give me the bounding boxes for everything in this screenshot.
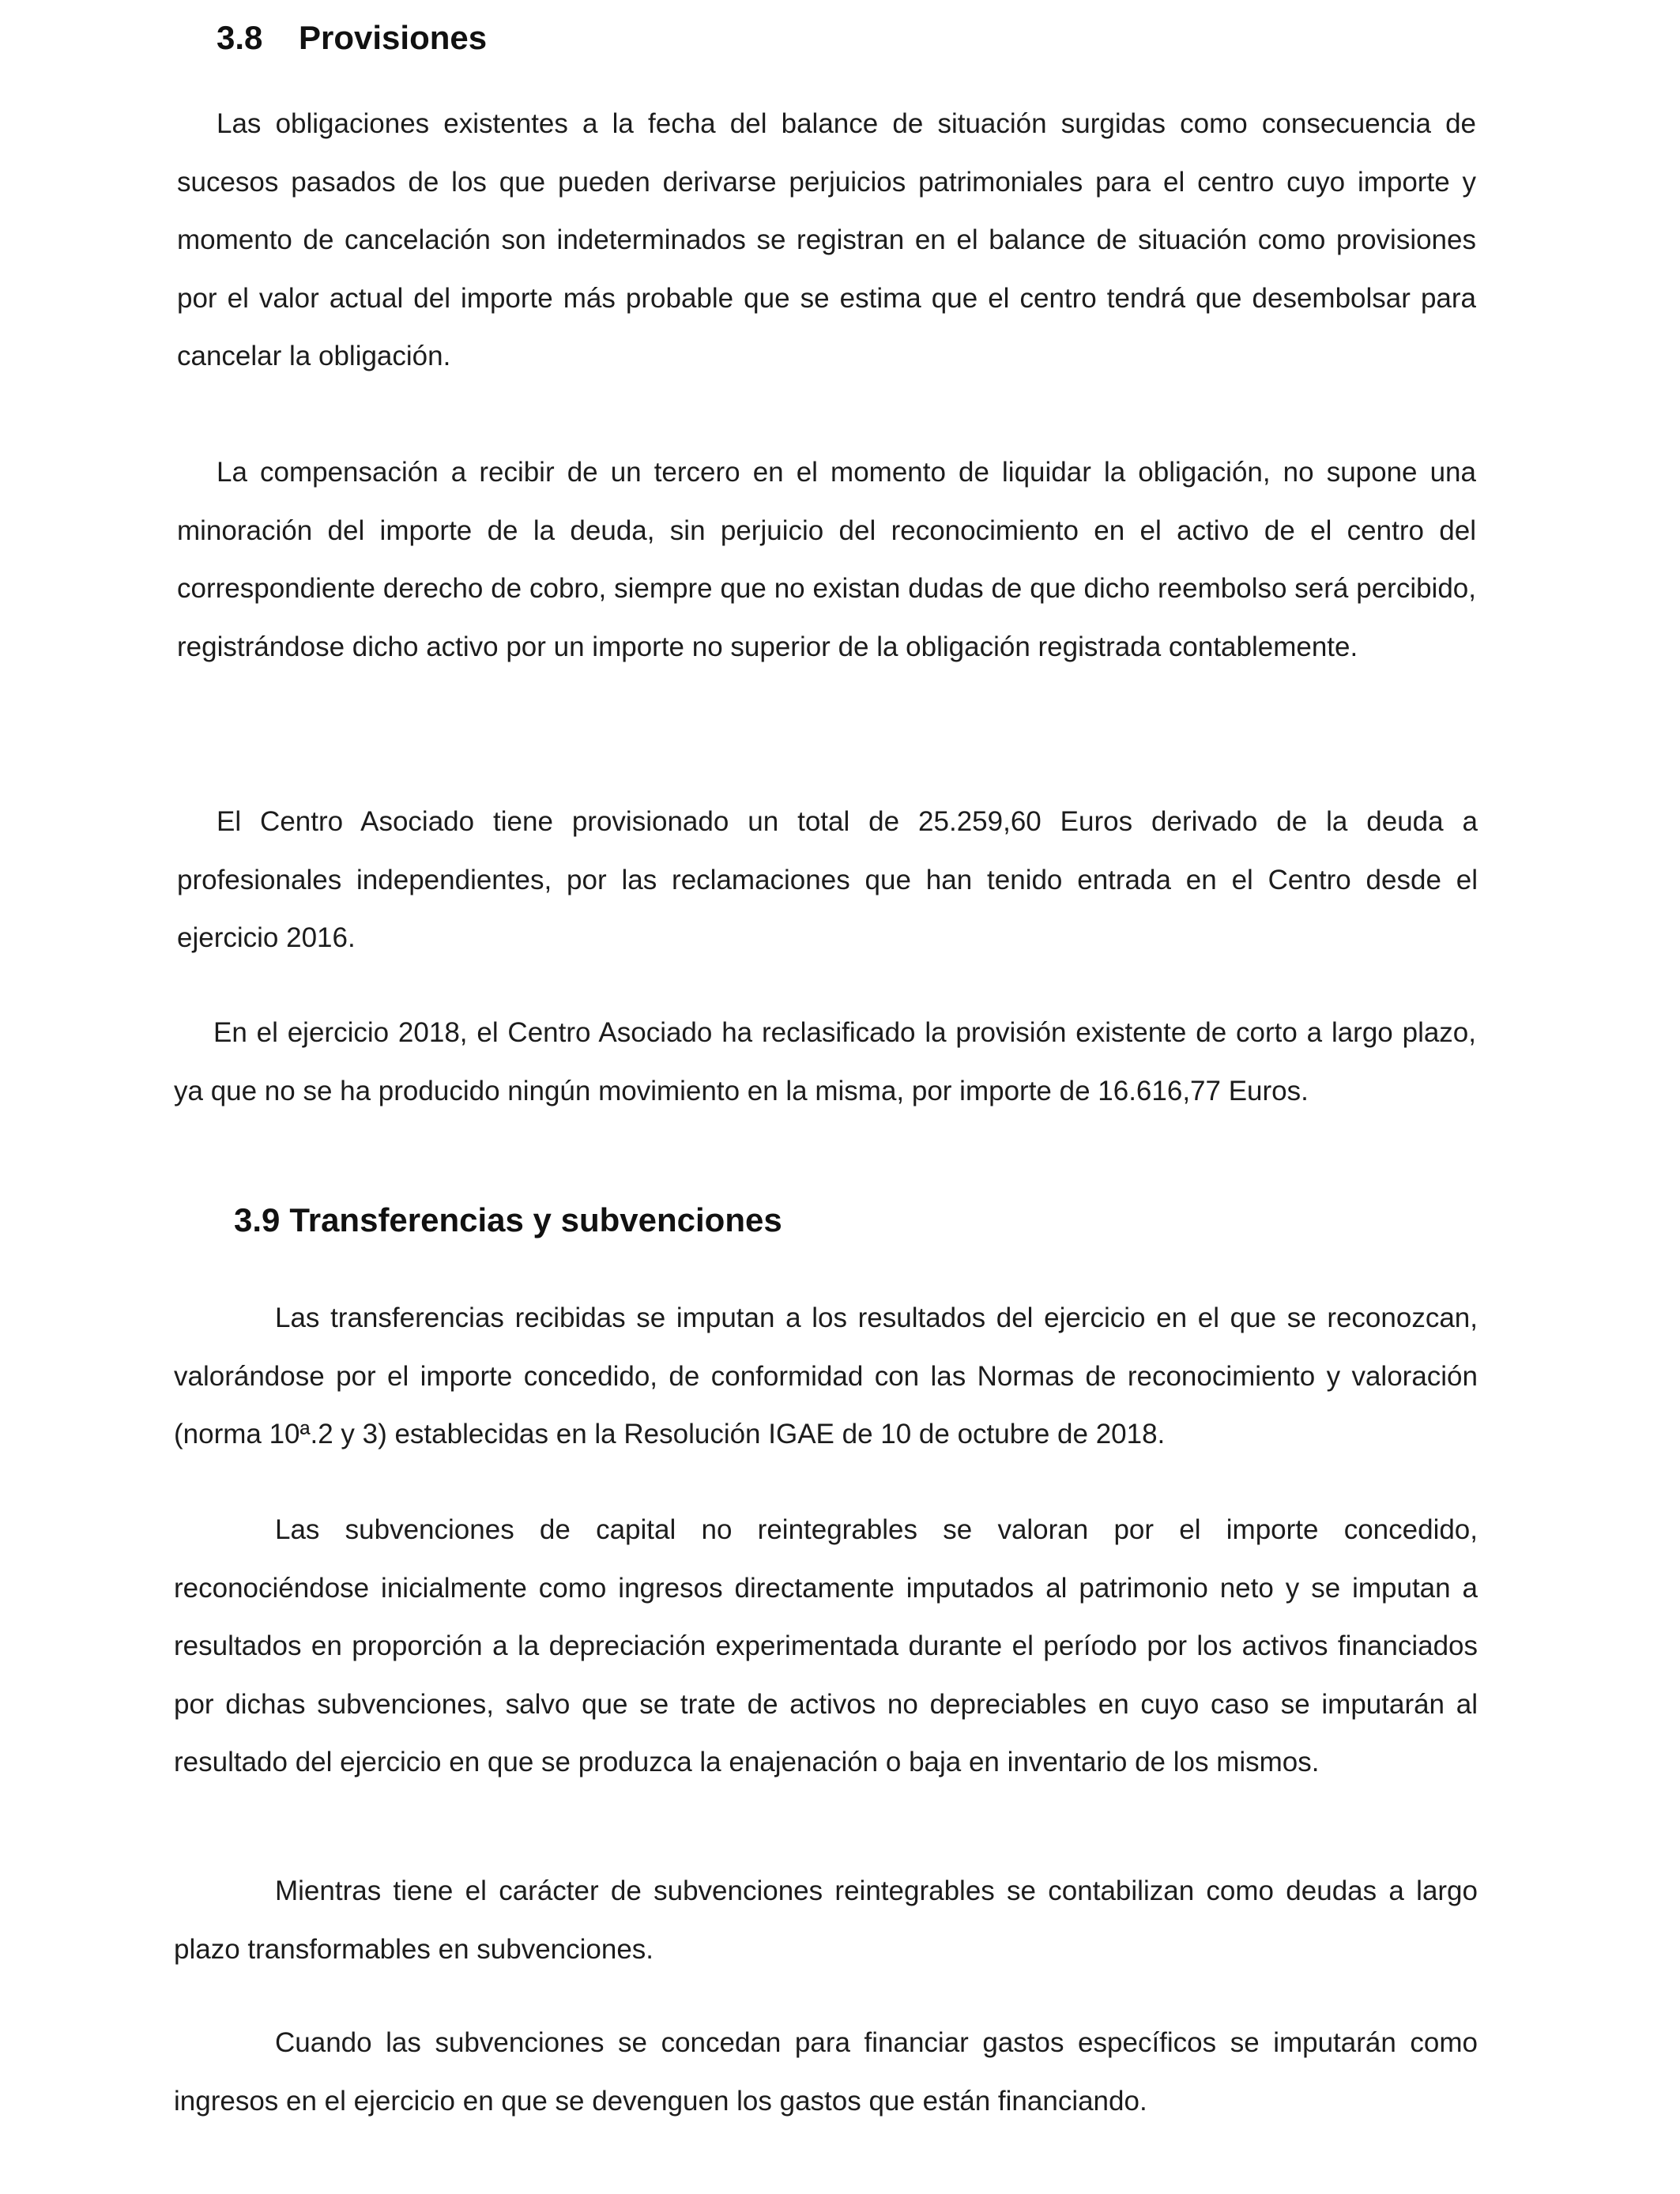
- paragraph: Las subvenciones de capital no reintegrables se valoran por el importe concedido, reconociéndose inicialmente como ingresos directamente imputados al patrimonio neto y se imputan a resultados en proporción a la depreciación experimentada durante el período por los activos financiados por dichas subvenciones, salvo que se trate de activos no depreciables en cuyo caso se imputarán al resultado del ejercicio en que se produzca la enajenación o baja en inventario de los mismos.: [174, 1514, 1478, 1777]
- paragraph: Las transferencias recibidas se imputan a los resultados del ejercicio en el que se reconozcan, valorándose por el importe concedido, de conformidad con las Normas de reconocimiento y valoración (norma 10ª.2 y 3) establecidas en la Resolución IGAE de 10 de octubre de 2018.: [174, 1302, 1478, 1449]
- section-title: Provisiones: [299, 19, 488, 56]
- paragraph: Mientras tiene el carácter de subvenciones reintegrables se contabilizan como deudas a largo plazo transformables en subvenciones.: [174, 1875, 1478, 1965]
- paragraph: La compensación a recibir de un tercero en el momento de liquidar la obligación, no supone una minoración del importe de la deuda, sin perjuicio del reconocimiento en el activo de el centro del correspondiente derecho de cobro, siempre que no existan dudas de que dicho reembolso será percibido, registrándose dicho activo por un importe no superior de la obligación registrada contablemente.: [177, 457, 1476, 662]
- section-number: 3.9: [234, 1201, 281, 1238]
- section-heading-3-9: [234, 1200, 782, 1241]
- section-number: 3.8: [217, 19, 263, 56]
- paragraph: En el ejercicio 2018, el Centro Asociado ha reclasificado la provisión existente de corto a largo plazo, ya que no se ha producido ningún movimiento en la misma, por importe de 16.616,77 Euros.: [174, 1017, 1476, 1106]
- paragraph: Cuando las subvenciones se concedan para financiar gastos específicos se imputarán como ingresos en el ejercicio en que se devenguen los gastos que están financiando.: [174, 2027, 1478, 2117]
- paragraph: Las obligaciones existentes a la fecha del balance de situación surgidas como consecuencia de sucesos pasados de los que pueden derivarse perjuicios patrimoniales para el centro cuyo importe y momento de cancelación son indeterminados se registran en el balance de situación como provisiones por el valor actual del importe más probable que se estima que el centro tendrá que desembolsar para cancelar la obligación.: [177, 108, 1476, 371]
- section-title: Transferencias y subvenciones: [289, 1201, 782, 1238]
- paragraph: El Centro Asociado tiene provisionado un total de 25.259,60 Euros derivado de la deuda a profesionales independientes, por las reclamaciones que han tenido entrada en el Centro desde el ejercicio 2016.: [177, 806, 1478, 953]
- section-heading-3-8: [217, 17, 487, 58]
